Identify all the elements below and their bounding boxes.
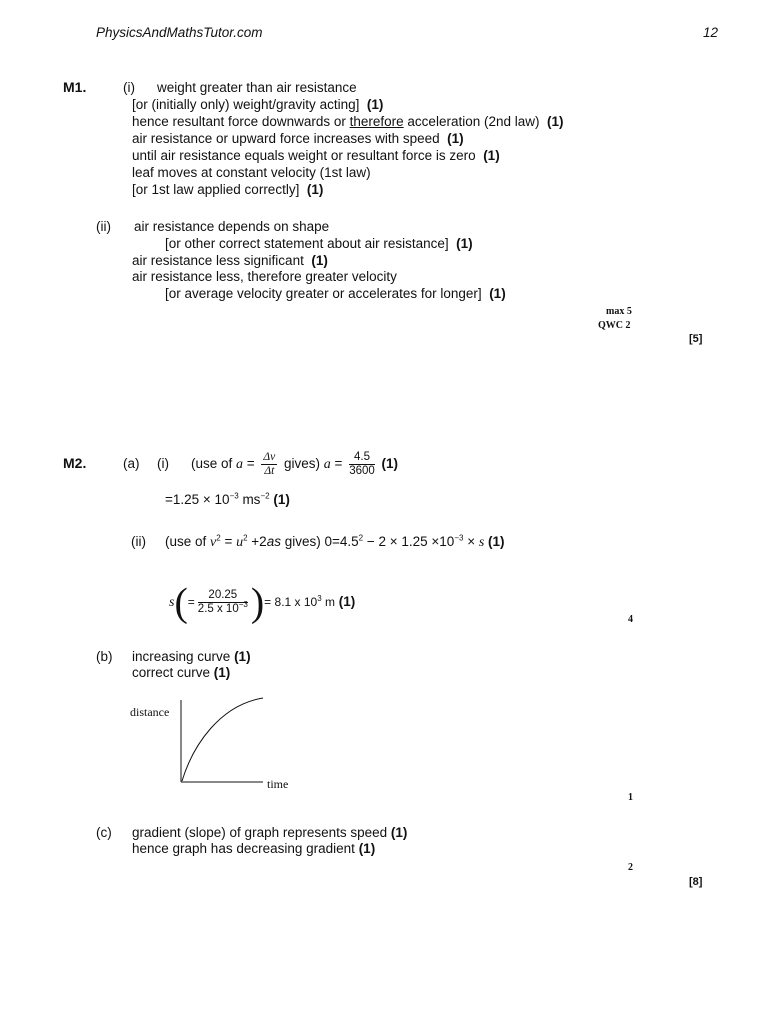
mark: (1) bbox=[488, 534, 505, 549]
graph-ylabel: distance bbox=[130, 705, 170, 719]
m2-a-i-equation: (use of a = $\frac{\Delta v}{\Delta t}$ gives) a = $\frac{4.5}{3600}$ (1) bbox=[191, 450, 399, 477]
mark: (1) bbox=[234, 649, 251, 664]
m2-b-letter: (b) bbox=[96, 649, 113, 664]
m2-a-ii-s-equation: s(= $\frac{20.25}{2.5 x 10^{-3}}$ )= 8.1 x $10^3$ m (1) bbox=[169, 579, 356, 625]
m1-i-line-5: until air resistance equals weight or resultant force is zero (1) bbox=[132, 148, 500, 163]
graph-xlabel: time bbox=[267, 777, 289, 791]
m1-ii-line-2: [or other correct statement about air resistance] (1) bbox=[165, 236, 473, 251]
m1-part-ii-roman: (ii) bbox=[96, 219, 111, 234]
s-fraction: $\frac{20.25}{2.5 x 10^{-3}}$ bbox=[197, 588, 248, 615]
m1-i-line-2: [or (initially only) weight/gravity acting] (1) bbox=[132, 97, 384, 112]
m2-a-i-roman: (i) bbox=[157, 456, 169, 471]
m2-c-line-2: hence graph has decreasing gradient (1) bbox=[132, 841, 376, 856]
distance-time-graph bbox=[175, 690, 270, 790]
m1-part-i-roman: (i) bbox=[123, 80, 135, 95]
m2-a-letter: (a) bbox=[123, 456, 140, 471]
accel-fraction: $\frac{4.5}{3600}$ bbox=[349, 450, 375, 477]
m1-i-line-4: air resistance or upward force increases with speed (1) bbox=[132, 131, 464, 146]
m2-c-letter: (c) bbox=[96, 825, 112, 840]
mark: (1) bbox=[358, 841, 376, 856]
mark: (1) bbox=[366, 97, 384, 112]
mark: (1) bbox=[213, 665, 231, 680]
m2-b-line-1: increasing curve (1) bbox=[132, 649, 251, 664]
m2-a-marks: 4 bbox=[628, 614, 633, 625]
m2-a-i-result: $=1.25 \times 10^{-3}$ $ms^{-2}$ (1) bbox=[165, 491, 290, 507]
m1-ii-line-5: [or average velocity greater or accelerates for longer] (1) bbox=[165, 286, 506, 301]
m2-label: M2. bbox=[63, 455, 87, 471]
m1-i-line-6: leaf moves at constant velocity (1st law) bbox=[132, 165, 371, 180]
m1-qwc: QWC 2 bbox=[598, 320, 631, 331]
page-number: 12 bbox=[703, 25, 719, 40]
mark: (1) bbox=[273, 492, 290, 507]
mark: (1) bbox=[311, 253, 328, 268]
m1-i-line-1: weight greater than air resistance bbox=[157, 80, 357, 95]
mark: (1) bbox=[306, 182, 324, 197]
m1-i-line-7: [or 1st law applied correctly] (1) bbox=[132, 182, 324, 197]
site-header: PhysicsAndMathsTutor.com bbox=[96, 25, 263, 40]
mark: (1) bbox=[390, 825, 408, 840]
m1-i-line-3: hence resultant force downwards or therefore acceleration (2nd law) (1) bbox=[132, 114, 564, 129]
dv-over-dt: $\frac{\Delta v}{\Delta t}$ bbox=[263, 450, 276, 477]
m1-total: [5] bbox=[689, 333, 703, 345]
m1-label: M1. bbox=[63, 79, 87, 95]
graph-curve bbox=[182, 698, 263, 781]
mark: (1) bbox=[547, 114, 564, 129]
m2-a-ii-equation: (use of $v^2 = u^2 +2as$ gives) $0=4.5^2 - 2 \times 1.25 \times 10^{-3} \times s$ (1) bbox=[165, 533, 505, 550]
m1-max: max 5 bbox=[606, 306, 632, 317]
m2-c-line-1: gradient (slope) of graph represents speed (1) bbox=[132, 825, 408, 840]
mark: (1) bbox=[456, 236, 473, 251]
m2-total: [8] bbox=[689, 876, 703, 888]
m2-b-line-2: correct curve (1) bbox=[132, 665, 231, 680]
m2-b-marks: 1 bbox=[628, 792, 633, 803]
mark: (1) bbox=[447, 131, 464, 146]
m1-ii-line-3: air resistance less significant (1) bbox=[132, 253, 328, 268]
m1-ii-line-1: air resistance depends on shape bbox=[134, 219, 330, 234]
m2-a-ii-roman: (ii) bbox=[131, 534, 146, 549]
mark: (1) bbox=[483, 148, 500, 163]
mark: (1) bbox=[381, 456, 399, 471]
m1-ii-line-4: air resistance less, therefore greater velocity bbox=[132, 269, 397, 284]
underlined-therefore: therefore bbox=[349, 114, 404, 129]
m2-c-marks: 2 bbox=[628, 862, 633, 873]
mark: (1) bbox=[338, 594, 356, 609]
mark: (1) bbox=[489, 286, 506, 301]
